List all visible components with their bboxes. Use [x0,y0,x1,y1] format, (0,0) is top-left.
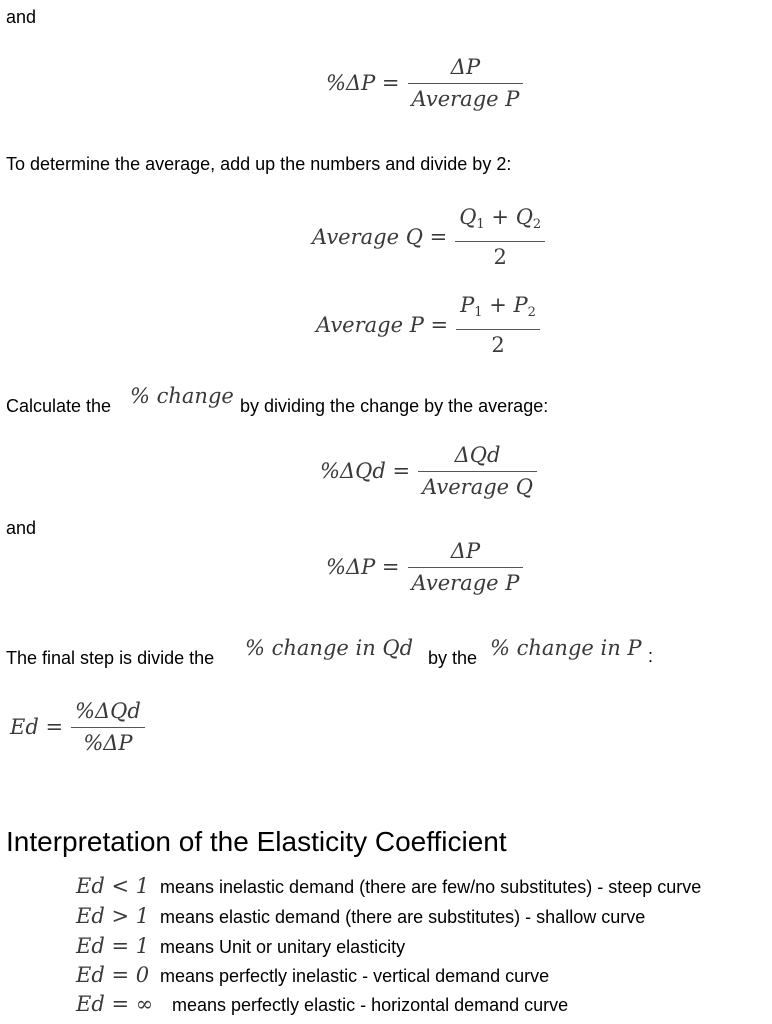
text-calc-prefix: Calculate the [6,396,112,416]
formula-average-q [312,204,545,270]
denominator: %ΔP [83,731,133,755]
var-p: P [513,293,528,317]
denominator: Average P [411,571,520,595]
interpretation-math: Ed = 1 [76,934,150,958]
formula-pct-change-p-2 [326,538,523,596]
formula-lhs: Average Q = [312,225,448,249]
formula-ed [10,698,145,756]
interpretation-row [76,874,701,898]
interpretation-row [76,992,568,1016]
interpretation-row [76,934,405,958]
fraction [455,204,545,270]
text-and-1: and [6,7,37,27]
text-and-2: and [6,518,37,538]
subscript: 2 [527,305,536,320]
numerator: ΔP [450,539,481,563]
interpretation-desc: means perfectly inelastic - vertical demand curve [160,966,550,986]
interpretation-desc: means perfectly elastic - horizontal demand curve [172,995,569,1015]
fraction [408,54,524,112]
denominator: 2 [493,245,507,269]
subscript: 1 [476,217,485,232]
numerator: %ΔQd [75,699,141,723]
fraction [408,538,524,596]
formula-lhs: %ΔP = [326,555,400,579]
formula-lhs: %ΔQd = [320,459,411,483]
inline-math-pct-change-qd: % change in Qd [245,636,414,660]
subscript: 2 [532,217,542,232]
var-q: Q [459,205,477,229]
interpretation-math: Ed > 1 [76,904,150,928]
text-average-intro: To determine the average, add up the numbers and divide by 2: [6,154,512,174]
denominator: Average Q [422,475,533,499]
formula-pct-change-p [326,54,523,112]
interpretation-row [76,963,549,987]
interpretation-row [76,904,645,928]
interpretation-math: Ed < 1 [76,874,150,898]
interpretation-desc: means Unit or unitary elasticity [160,937,406,957]
denominator: 2 [491,333,505,357]
subscript: 1 [474,305,483,320]
plus-sign: + [491,205,509,229]
fraction [71,698,145,756]
numerator: ΔP [450,55,481,79]
text-calc-suffix: by dividing the change by the average: [240,396,549,416]
formula-lhs: Average P = [316,313,449,337]
fraction [418,442,537,500]
interpretation-math: Ed = ∞ [76,992,154,1016]
formula-pct-change-qd [320,442,537,500]
formula-lhs: Ed = [10,715,64,739]
interpretation-math: Ed = 0 [76,963,150,987]
var-p: P [460,293,475,317]
formula-average-p [316,292,540,358]
inline-math-pct-change-p: % change in P [490,636,642,660]
numerator: ΔQd [454,443,501,467]
text-final-mid: by the [428,648,478,668]
interpretation-desc: means inelastic demand (there are few/no substitutes) - steep curve [160,877,702,897]
plus-sign: + [489,293,507,317]
inline-math-pct-change: % change [130,384,234,408]
text-final-prefix: The final step is divide the [6,648,215,668]
text-final-end: : [648,646,654,666]
fraction [456,292,540,358]
interpretation-desc: means elastic demand (there are substitutes) - shallow curve [160,907,646,927]
numerator [455,204,545,241]
denominator: Average P [411,87,520,111]
section-heading: Interpretation of the Elasticity Coefficient [6,826,507,857]
formula-lhs: %ΔP = [326,71,400,95]
numerator [456,292,540,329]
var-q: Q [515,205,533,229]
